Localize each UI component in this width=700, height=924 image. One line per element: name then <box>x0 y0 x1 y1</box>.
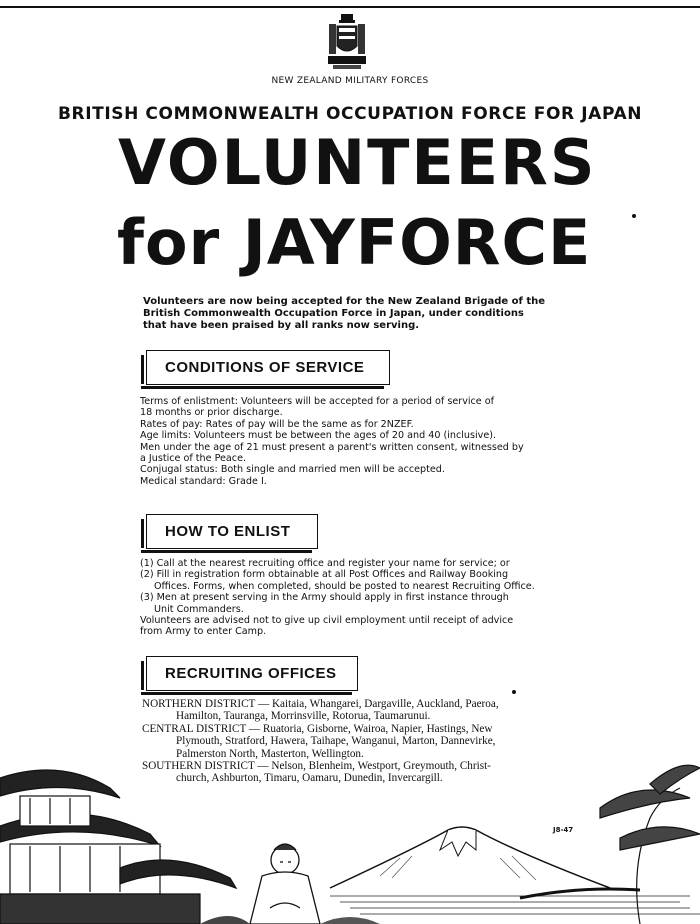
speck-mark <box>632 214 636 218</box>
conditions-line: Conjugal status: Both single and married men will be accepted. <box>140 464 445 476</box>
speck-mark <box>512 690 516 694</box>
office-line: NORTHERN DISTRICT — Kaitaia, Whangarei, Dargaville, Auckland, Paeroa, <box>142 698 499 710</box>
top-rule <box>0 6 700 8</box>
enlist-heading: HOW TO ENLIST <box>146 514 318 549</box>
enlist-line: Volunteers are advised not to give up civil employment until receipt of advice <box>140 615 514 627</box>
office-line: church, Ashburton, Timaru, Oamaru, Dunedin, Invercargill. <box>176 772 443 785</box>
conditions-text <box>140 396 570 487</box>
office-line: SOUTHERN DISTRICT — Nelson, Blenheim, Westport, Greymouth, Christ- <box>142 760 491 773</box>
bridge-icon <box>520 889 640 898</box>
conditions-heading: CONDITIONS OF SERVICE <box>146 350 390 385</box>
offices-heading: RECRUITING OFFICES <box>146 656 358 691</box>
agency-label: NEW ZEALAND MILITARY FORCES <box>271 76 429 86</box>
enlist-line: (3) Men at present serving in the Army should apply in first instance through <box>140 592 509 604</box>
conditions-line: Age limits: Volunteers must be between the ages of 20 and 40 (inclusive). <box>140 430 497 442</box>
office-line: Palmerston North, Masterton, Wellington. <box>176 747 364 760</box>
conditions-line: Terms of enlistment: Volunteers will be accepted for a period of service of <box>140 396 495 407</box>
enlist-line: (2) Fill in registration form obtainable at all Post Offices and Railway Booking <box>140 569 509 581</box>
enlist-line: from Army to enter Camp. <box>140 626 267 638</box>
enlist-line: Unit Commanders. <box>154 603 244 615</box>
buddha-statue-icon <box>250 844 320 924</box>
office-line: CENTRAL DISTRICT — Ruatoria, Gisborne, Wairoa, Napier, Hastings, New <box>142 722 493 735</box>
force-title: BRITISH COMMONWEALTH OCCUPATION FORCE FOR JAPAN <box>57 104 643 124</box>
temple-icon <box>0 770 236 924</box>
intro-line: Volunteers are now being accepted for the New Zealand Brigade of the <box>143 296 546 307</box>
intro-paragraph <box>143 296 573 332</box>
conditions-line: Men under the age of 21 must present a parent's written consent, witnessed by <box>140 441 524 453</box>
enlist-line: Offices. Forms, when completed, should be posted to nearest Recruiting Office. <box>154 580 535 592</box>
headline-volunteers: VOLUNTEERS <box>118 126 597 199</box>
office-line: Hamilton, Tauranga, Morrinsville, Rotorua, Taumarunui. <box>176 710 431 723</box>
print-code: J8-47 <box>553 826 574 834</box>
office-line: Plymouth, Stratford, Hawera, Taihape, Wanganui, Marton, Dannevirke, <box>176 735 496 748</box>
intro-line: that have been praised by all ranks now serving. <box>143 320 420 331</box>
enlist-line: (1) Call at the nearest recruiting office and register your name for service; or <box>140 558 510 569</box>
headline-jayforce: for JAYFORCE <box>117 206 592 279</box>
conditions-line: a Justice of the Peace. <box>140 453 247 465</box>
conditions-line: 18 months or prior discharge. <box>140 407 283 419</box>
intro-line: British Commonwealth Occupation Force in Japan, under conditions <box>143 308 524 319</box>
japanese-scene-illustration <box>0 738 700 924</box>
conditions-line: Rates of pay: Rates of pay will be the same as for 2NZEF. <box>140 418 414 430</box>
conditions-line: Medical standard: Grade I. <box>140 475 267 487</box>
coat-of-arms-icon <box>327 12 367 72</box>
pine-tree-icon <box>600 765 700 924</box>
enlist-text <box>140 558 570 638</box>
